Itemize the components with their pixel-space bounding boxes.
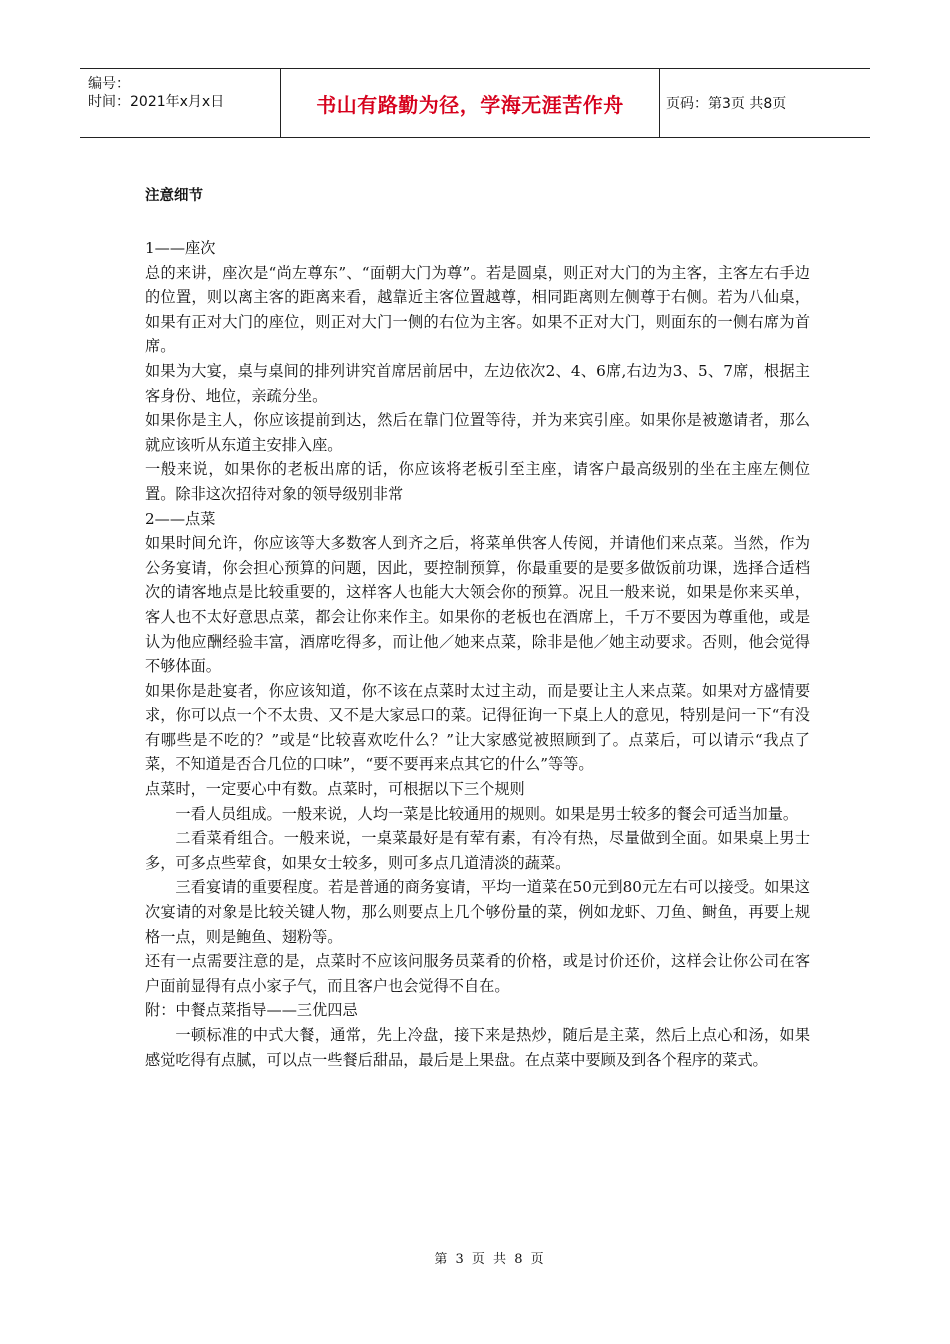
rule-paragraph: 二看菜肴组合。一般来说，一桌菜最好是有荤有素，有冷有热，尽量做到全面。如果桌上男士多，可多点些荤食，如果女士较多，则可多点几道清淡的蔬菜。 [145, 829, 810, 872]
time-label: 时间：2021年x月x日 [88, 94, 225, 110]
rule-paragraph: 一看人员组成。一般来说，人均一菜是比较通用的规则。如果是男士较多的餐会可适当加量。 [175, 804, 799, 823]
page-header [80, 68, 870, 138]
paragraph: 如果为大宴，桌与桌间的排列讲究首席居前居中，左边依次2、4、6席,右边为3、5、7席，根据主客身份、地位，亲疏分坐。 [145, 361, 810, 405]
paragraph: 如果你是主人，你应该提前到达，然后在靠门位置等待，并为来宾引座。如果你是被邀请者，那么就应该听从东道主安排入座。 [145, 411, 810, 454]
header-meta [80, 69, 281, 137]
motto-text: 书山有路勤为径，学海无涯苦作舟 [316, 92, 624, 117]
appendix-heading: 附：中餐点菜指导——三优四忌 [145, 1001, 358, 1020]
heading-ordering: 2——点菜 [145, 509, 216, 528]
number-label: 编号： [88, 76, 130, 92]
paragraph: 如果你是赴宴者，你应该知道，你不该在点菜时太过主动，而是要让主人来点菜。如果对方盛情要求，你可以点一个不太贵、又不是大家忌口的菜。记得征询一下桌上人的意见，特别是问一下“有没有哪些是不吃的？”或是“比较喜欢吃什么？”让大家感觉被照顾到了。点菜后，可以请示“我点了菜，不知道是否合几位的口味”，“要不要再来点其它的什么”等等。 [145, 681, 810, 774]
paragraph: 点菜时，一定要心中有数。点菜时，可根据以下三个规则 [145, 780, 525, 799]
page-footer: 第 3 页 共 8 页 [434, 1252, 546, 1267]
rule-paragraph: 三看宴请的重要程度。若是普通的商务宴请，平均一道菜在50元到80元左右可以接受。如果这次宴请的对象是比较关键人物，那么则要点上几个够份量的菜，例如龙虾、刀鱼、鲥鱼，再要上规格一点，则是鲍鱼、翅粉等。 [145, 878, 810, 946]
paragraph: 还有一点需要注意的是，点菜时不应该问服务员菜肴的价格，或是讨价还价，这样会让你公司在客户面前显得有点小家子气，而且客户也会觉得不自在。 [145, 952, 810, 995]
section-title: 注意细节 [145, 187, 203, 204]
heading-seating: 1——座次 [145, 239, 216, 257]
paragraph: 一顿标准的中式大餐，通常，先上冷盘，接下来是热炒，随后是主菜，然后上点心和汤，如果感觉吃得有点腻，可以点一些餐后甜品，最后是上果盘。在点菜中要顾及到各个程序的菜式。 [145, 1026, 810, 1069]
header-page-cell [660, 69, 876, 137]
paragraph: 如果时间允许，你应该等大多数客人到齐之后，将菜单供客人传阅，并请他们来点菜。当然，作为公务宴请，你会担心预算的问题，因此，要控制预算，你最重要的是要多做饭前功课，选择合适档次的请客地点是比较重要的，这样客人也能大大领会你的预算。况且一般来说，如果是你来买单，客人也不太好意思点菜，都会让你来作主。如果你的老板也在酒席上，千万不要因为尊重他，或是认为他应酬经验丰富，酒席吃得多，而让他／她来点菜，除非是他／她主动要求。否则，他会觉得不够体面。 [145, 534, 810, 676]
paragraph: 总的来讲，座次是“尚左尊东”、“面朝大门为尊”。若是圆桌，则正对大门的为主客，主客左右手边的位置，则以离主客的距离来看，越靠近主客位置越尊，相同距离则左侧尊于右侧。若为八仙桌，如果有正对大门的座位，则正对大门一侧的右位为主客。如果不正对大门，则面东的一侧右席为首席。 [145, 263, 810, 356]
document-body [145, 186, 810, 1072]
page-label: 页码：第3页 共8页 [666, 96, 787, 112]
paragraph: 一般来说，如果你的老板出席的话，你应该将老板引至主座，请客户最高级别的坐在主座左侧位置。除非这次招待对象的领导级别非常 [145, 460, 810, 503]
header-motto-cell [281, 69, 660, 137]
